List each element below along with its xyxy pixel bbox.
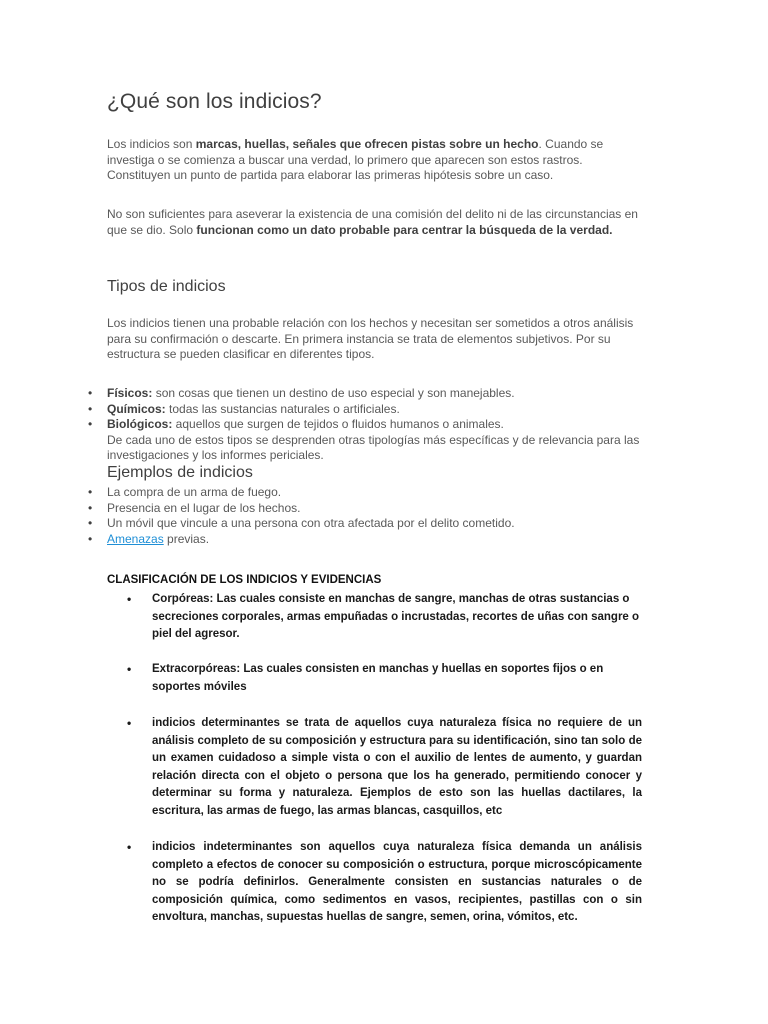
bullet-icon: • [88,386,93,400]
intro-highlight-1: marcas, huellas, señales que ofrecen pistas sobre un hecho [195,137,539,151]
tipos-list [88,386,648,464]
clasificacion-list [124,591,642,644]
list-item: • La compra de un arma de fuego. [88,485,282,499]
tipos-heading: Tipos de indicios [107,278,226,295]
clasificacion-list [124,661,642,696]
list-item: • Presencia en el lugar de los hechos. [88,500,301,515]
intro-paragraph-2: No son suficientes para aseverar la existencia de una comisión del delito ni de las circunstancias en que se dio. Solo funcionan como un dato probable para centrar la búsqueda de la verdad. [107,207,638,237]
clasificacion-heading: CLASIFICACIÓN DE LOS INDICIOS Y EVIDENCIAS [107,574,382,586]
list-item: • indicios determinantes se trata de aquellos cuya naturaleza física no requiere de un análisis completo de su composición y estructura para su identificación, sino tan solo de un examen cuidadoso a simple vista o con el auxilio de lentes de aumento, y guardan relación directa con el objeto o persona que los ha generado, permitiendo conocer y determinar su forma y naturaleza. Ejemplos de esto son las huellas dactilares, la escritura, las armas de fuego, las armas blancas, casquillos, etc [127,716,642,817]
tipos-paragraph: Los indicios tienen una probable relación con los hechos y necesitan ser sometidos a otros análisis para su confirmación o descarte. En primera instancia se trata de elementos subjetivos. Por su estructura se pueden clasificar en diferentes tipos. [107,316,634,361]
list-item: • Un móvil que vincule a una persona con otra afectada por el delito cometido. [88,516,515,530]
list-item: • indicios indeterminantes son aquellos cuya naturaleza física demanda un análisis completo a efectos de conocer su composición o estructura, porque microscópicamente no se podría definirlos. Generalmente consisten en sustancias naturales o de composición química, como sedimentos en vasos, recipientes, pastillas con o sin envoltura, manchas, supuestas huellas de sangre, semen, orina, vómitos, etc. [127,840,642,923]
list-item: • Amenazas previas. [88,531,210,546]
list-item: • Corpóreas: Las cuales consiste en manchas de sangre, manchas de otras sustancias o secreciones corporales, armas empuñadas o incrustadas, recortes de uñas con sangre o piel del agresor. [127,592,640,640]
intro-highlight-2: funcionan como un dato probable para centrar la búsqueda de la verdad. [196,222,613,237]
clasificacion-list [124,839,642,927]
intro-paragraph-1: Los indicios son marcas, huellas, señales que ofrecen pistas sobre un hecho. Cuando se investiga o se comienza a buscar una verdad, lo primero que aparecen son estos rastros. Constituyen un punto de partida para elaborar las primeras hipótesis sobre un caso. [107,137,604,182]
bullet-icon: • [127,592,132,606]
page-title: ¿Qué son los indicios? [107,90,322,113]
bullet-icon: • [88,401,93,416]
bullet-icon: • [88,417,93,431]
list-item: • Biológicos: aquellos que surgen de tejidos o fluidos humanos o animales. De cada uno de estos tipos se desprenden otras tipologías más específicas y de relevancia para las investigaciones y los informes periciales. [88,417,640,462]
bullet-icon: • [127,662,132,676]
bullet-icon: • [127,840,132,854]
bullet-icon: • [88,500,93,515]
amenazas-link[interactable]: Amenazas [107,531,164,546]
ejemplos-list [88,485,648,547]
list-item: • Químicos: todas las sustancias naturales o artificiales. [88,401,400,416]
bullet-icon: • [88,485,93,499]
list-item: • Extracorpóreas: Las cuales consisten en manchas y huellas en soportes fijos o en soportes móviles [127,662,604,693]
tipos-extra-text: De cada uno de estos tipos se desprenden otras tipologías más específicas y de relevancia para las investigaciones y los informes periciales. [107,432,640,462]
list-item: • Físicos: son cosas que tienen un destino de uso especial y son manejables. [88,386,515,400]
bullet-icon: • [88,531,93,546]
bullet-icon: • [88,516,93,530]
ejemplos-heading: Ejemplos de indicios [107,464,253,481]
bullet-icon: • [127,716,132,730]
clasificacion-list [124,715,642,820]
